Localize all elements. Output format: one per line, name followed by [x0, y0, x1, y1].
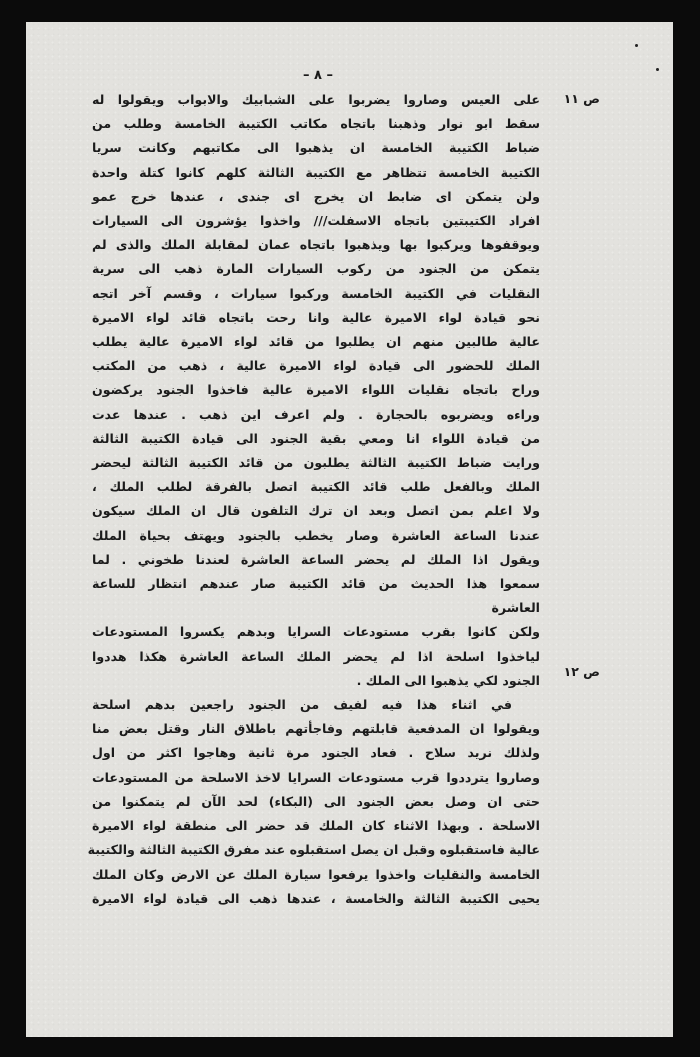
- text-line: وراح باتجاه نقليات اللواء الاميرة عالية فاخذوا الجنود يركضون: [92, 382, 540, 398]
- text-line: ضباط الكتيبة الخامسة ان يذهبوا الى مكاتبهم وكانت سريا: [92, 140, 540, 156]
- text-line: الخامسة والنقليات واخذوا يرفعوا سيارة الملك عن الارض وكان الملك: [92, 866, 540, 882]
- text-line: ولا اعلم بمن اتصل وبعد ان ترك التلفون قال ان الملك سيكون: [92, 503, 540, 519]
- text-line: على العيس وصاروا يضربوا على الشبابيك والابواب ويقولوا له: [92, 92, 540, 107]
- text-line: حتى ان وصل بعض الجنود الى (البكاء) لحد الآن لم يتمكنوا من: [92, 793, 540, 809]
- text-line: عالية فاستقبلوه وقبل ان يصل استقبلوه عند مفرق الكتيبة الثالثة والكتيبة: [87, 842, 540, 858]
- text-line: الكتيبة الخامسة تتظاهر مع الكتيبة الثالثة كلهم كانوا كتلة واحدة: [92, 164, 540, 180]
- text-line: ولكن كانوا بقرب مستودعات السرايا وبدهم يكسروا المستودعات: [92, 624, 540, 640]
- text-line: سقط ابو نوار وذهبنا باتجاه مكاتب الكتيبة الخامسة وطلب من: [92, 116, 540, 132]
- dust-speck: [635, 44, 638, 47]
- text-line: ولذلك نريد سلاح . فعاد الجنود مرة ثانية وهاجوا اكثر من اول: [92, 745, 540, 761]
- dust-speck: [656, 68, 659, 71]
- text-line: يتمكن من الجنود من ركوب السيارات المارة ذهب الى سرية: [92, 261, 540, 277]
- text-line: سمعوا هذا الحديث من قائد الكتيبة صار عندهم انتظار للساعة: [92, 576, 540, 592]
- text-line: ولن يتمكن اى ضابط ان يخرج اى جندى ، عندها خرج عمو: [92, 188, 540, 204]
- text-line: العاشرة: [491, 600, 540, 616]
- text-line: عالية طالبين منهم ان يطلبوا من قائد لواء الاميرة عالية يطلب: [92, 334, 540, 350]
- text-line: افراد الكتيبتين باتجاه الاسفلت/// واخذوا يؤشرون الى السيارات: [92, 213, 540, 229]
- text-line: وراءه ويضربوه بالحجارة . ولم اعرف اين ذهب . عندها عدت: [92, 406, 540, 422]
- text-line: عندنا الساعة العاشرة وصار يخطب بالجنود ويهتف بحياة الملك: [92, 527, 540, 543]
- text-line: يحيى الكتيبة الثالثة والخامسة ، عندها ذهب الى قيادة لواء الاميرة: [92, 890, 540, 906]
- body-text: [87, 88, 540, 911]
- text-line: وصاروا يترددوا قرب مستودعات السرايا لاخذ الاسلحة من المستودعات: [92, 769, 540, 785]
- text-line: ويقول اذا الملك لم يحضر الساعة العاشرة لعندنا طخوني . لما: [92, 551, 540, 567]
- text-line: نحو قيادة لواء الاميرة عالية وانا رحت باتجاه قائد لواء الاميرة: [92, 309, 540, 325]
- margin-reference-11: ص ١١: [563, 91, 600, 106]
- page-number: – ٨ –: [303, 68, 333, 83]
- text-line: الملك وبالفعل طلب قائد الكتيبة اتصل بالفرقة لطلب الملك ،: [92, 479, 540, 495]
- text-line: لياخذوا اسلحة اذا لم يحضر الملك الساعة العاشرة هكذا هددوا: [92, 648, 540, 664]
- text-line: في اثناء هذا فيه لفيف من الجنود راجعين بدهم اسلحة: [92, 697, 512, 713]
- text-line: الملك للحضور الى قيادة لواء الاميرة عالية ، ذهب من المكتب: [92, 358, 540, 374]
- text-line: النقليات في الكتيبة الخامسة وركبوا سيارات ، وقسم آخر اتجه: [92, 285, 540, 301]
- text-line: الاسلحة . وبهذا الاثناء كان الملك قد حضر الى منطقة لواء الاميرة: [92, 818, 540, 834]
- text-line: ويوقفوها ويركبوا بها ويذهبوا باتجاه عمان لمقابلة الملك والذى لم: [92, 237, 540, 253]
- text-line: من قيادة اللواء انا ومعي بقية الجنود الى قيادة الكتيبة الثالثة: [92, 430, 540, 446]
- text-line: ويقولوا ان المدفعية قابلتهم وفاجأتهم باطلاق النار وقتل بعض منا: [92, 721, 540, 737]
- text-line: الجنود لكي يذهبوا الى الملك .: [356, 672, 540, 688]
- text-line: ورايت ضباط الكتيبة الثالثة يطلبون من قائد الكتيبة الثالثة ليحضر: [92, 455, 540, 471]
- margin-reference-12: ص ١٢: [563, 664, 600, 679]
